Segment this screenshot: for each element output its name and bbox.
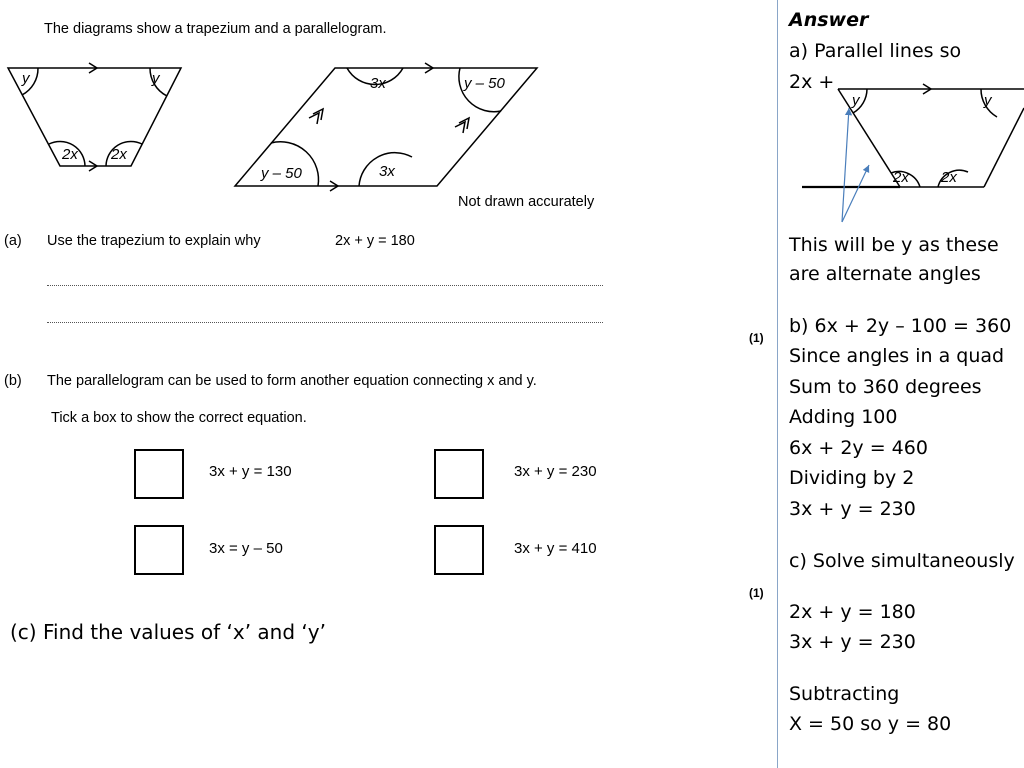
option-4: 3x + y = 410 [514,540,597,557]
answer-b-line-2: Since angles in a quad [789,345,1005,367]
para-label-3x-bottom: 3x [379,163,395,180]
parallelogram-diagram [225,55,545,195]
answer-c-line-1: 2x + y = 180 [789,601,916,623]
part-a-equation: 2x + y = 180 [335,233,415,249]
part-a-text: Use the trapezium to explain why [47,233,261,249]
ans-label-y-left: y [852,92,860,109]
answer-b-line-6: Dividing by 2 [789,467,915,489]
answer-b-line-4: Adding 100 [789,406,898,428]
part-c-text: (c) Find the values of ‘x’ and ‘y’ [10,620,326,644]
para-label-y50-bottom: y – 50 [261,165,302,182]
tick-box-2[interactable] [434,449,484,499]
ans-label-2x-right: 2x [941,169,957,186]
answer-line-2[interactable] [47,322,603,323]
answer-b-line-7: 3x + y = 230 [789,498,916,520]
trap-label-y-right: y [152,70,160,87]
tick-box-1[interactable] [134,449,184,499]
part-a-label: (a) [4,233,22,249]
para-label-3x-top: 3x [370,75,386,92]
option-3: 3x = y – 50 [209,540,283,557]
answer-line-1[interactable] [47,285,603,286]
trap-label-2x-left: 2x [62,146,78,163]
ans-label-2x-left: 2x [893,169,909,186]
answer-c-line-2: 3x + y = 230 [789,631,916,653]
answer-heading: Answer [789,9,869,31]
trap-label-y-left: y [22,70,30,87]
para-label-y50-top: y – 50 [464,75,505,92]
ans-label-y-right: y [984,92,992,109]
trapezium-diagram [0,55,200,175]
mark-b: (1) [749,586,764,600]
answer-a-line-2: 2x + [789,71,835,93]
part-b-text: The parallelogram can be used to form another equation connecting x and y. [47,373,537,389]
tick-box-3[interactable] [134,525,184,575]
column-divider [777,0,778,768]
option-2: 3x + y = 230 [514,463,597,480]
part-b-instruction: Tick a box to show the correct equation. [51,410,307,426]
not-drawn-note: Not drawn accurately [458,194,595,210]
tick-box-4[interactable] [434,525,484,575]
intro-text: The diagrams show a trapezium and a parallelogram. [44,21,387,37]
answer-c-heading: c) Solve simultaneously [789,550,1015,572]
answer-a-line-1: a) Parallel lines so [789,40,962,62]
answer-b-line-1: b) 6x + 2y – 100 = 360 [789,315,1012,337]
part-b-label: (b) [4,373,22,389]
trap-label-2x-right: 2x [111,146,127,163]
answer-diagram [796,80,1024,225]
answer-a2-line-2: are alternate angles [789,263,981,285]
option-1: 3x + y = 130 [209,463,292,480]
mark-a: (1) [749,331,764,345]
answer-c-line-4: X = 50 so y = 80 [789,713,952,735]
answer-c-line-3: Subtracting [789,683,900,705]
answer-b-line-3: Sum to 360 degrees [789,376,982,398]
answer-b-line-5: 6x + 2y = 460 [789,437,928,459]
answer-a2-line-1: This will be y as these [789,234,999,256]
